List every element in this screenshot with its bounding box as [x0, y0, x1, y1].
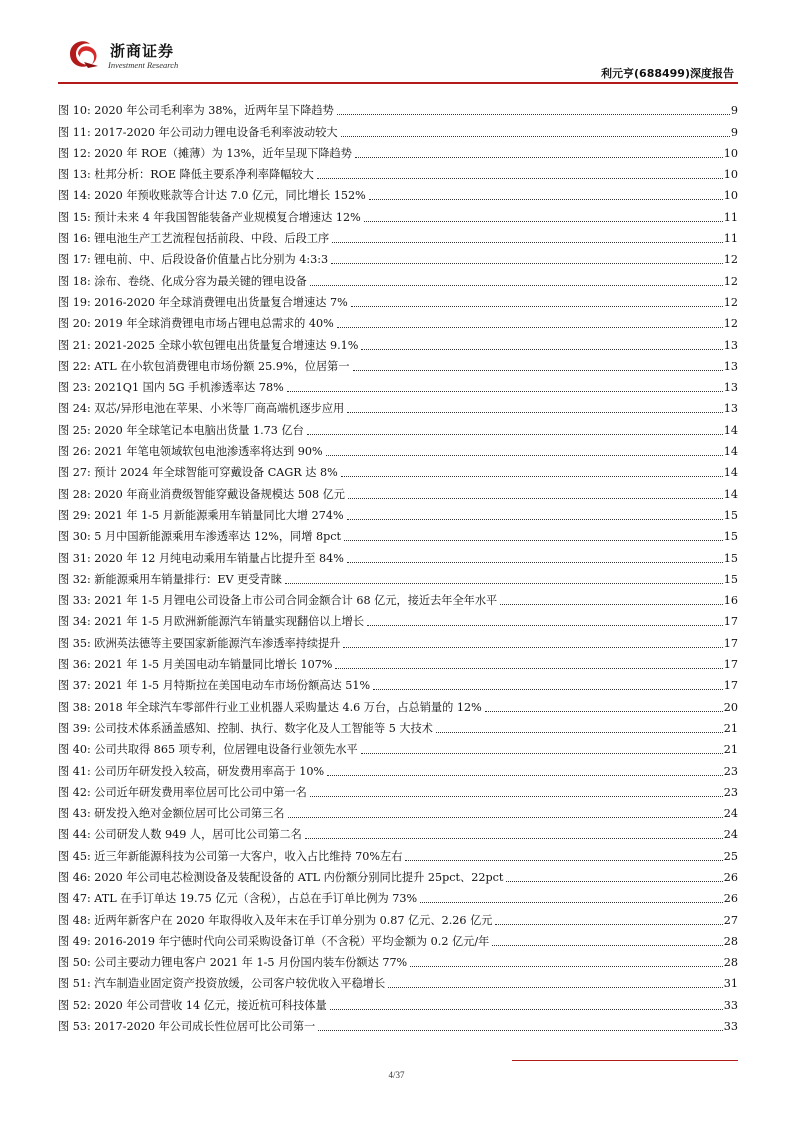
toc-dot-leader [307, 434, 723, 435]
toc-dot-leader [347, 519, 723, 520]
toc-entry[interactable] [58, 523, 738, 544]
toc-dot-leader [405, 860, 722, 861]
toc-dot-leader [341, 136, 730, 137]
toc-dot-leader [500, 604, 723, 605]
toc-entry[interactable] [58, 267, 738, 288]
toc-entry[interactable] [58, 459, 738, 480]
toc-entry-page-number[interactable]: 28 [723, 934, 738, 948]
toc-entry-page-number[interactable]: 9 [730, 125, 738, 139]
toc-dot-leader [337, 114, 730, 115]
toc-entry-label[interactable]: 图 30: 5 月中国新能源乘用车渗透率达 12%，同增 8pct [58, 530, 341, 544]
toc-entry[interactable] [58, 970, 738, 991]
toc-dot-leader [506, 881, 722, 882]
toc-entry[interactable] [58, 608, 738, 629]
toc-dot-leader [348, 498, 723, 499]
toc-entry[interactable] [58, 779, 738, 800]
toc-entry-page-number[interactable]: 17 [723, 658, 738, 672]
toc-entry-page-number[interactable]: 15 [723, 508, 738, 522]
toc-entry-page-number[interactable]: 12 [723, 317, 738, 331]
toc-dot-leader [364, 221, 723, 222]
toc-entry-page-number[interactable]: 13 [723, 338, 738, 352]
toc-entry-label[interactable]: 图 32: 新能源乘用车销量排行：EV 更受青睐 [58, 572, 282, 586]
toc-dot-leader [361, 349, 722, 350]
toc-entry-page-number[interactable]: 21 [723, 743, 738, 757]
toc-entry-page-number[interactable]: 13 [723, 402, 738, 416]
header-divider [58, 82, 738, 84]
toc-entry[interactable] [58, 395, 738, 416]
toc-entry-label[interactable]: 图 27: 预计 2024 年全球智能可穿戴设备 CAGR 达 8% [58, 466, 338, 480]
toc-entry-page-number[interactable]: 28 [723, 956, 738, 970]
toc-entry-page-number[interactable]: 15 [723, 530, 738, 544]
toc-entry[interactable] [58, 97, 738, 118]
toc-entry[interactable] [58, 651, 738, 672]
toc-entry-label[interactable]: 图 46: 2020 年公司电芯检测设备及装配设备的 ATL 内份额分别同比提升 25pct、22pct [58, 870, 504, 884]
toc-dot-leader [351, 306, 723, 307]
toc-entry-page-number[interactable]: 10 [723, 168, 738, 182]
toc-entry-page-number[interactable]: 24 [723, 828, 738, 842]
toc-entry-label[interactable]: 图 25: 2020 年全球笔记本电脑出货量 1.73 亿台 [58, 423, 304, 437]
toc-entry-label[interactable]: 图 34: 2021 年 1-5 月欧洲新能源汽车销量实现翻倍以上增长 [58, 615, 365, 629]
toc-entry-label[interactable]: 图 13: 杜邦分析：ROE 降低主要系净利率降幅较大 [58, 168, 314, 182]
toc-dot-leader [367, 625, 723, 626]
toc-entry-page-number[interactable]: 11 [723, 232, 738, 246]
toc-entry[interactable] [58, 140, 738, 161]
toc-entry-page-number[interactable]: 27 [723, 913, 738, 927]
toc-entry[interactable] [58, 885, 738, 906]
toc-dot-leader [343, 647, 722, 648]
toc-dot-leader [388, 987, 723, 988]
toc-entry-label[interactable]: 图 50: 公司主要动力锂电客户 2021 年 1-5 月份国内装车份额达 77% [58, 956, 408, 970]
toc-entry-page-number[interactable]: 12 [723, 274, 738, 288]
toc-entry-label[interactable]: 图 19: 2016-2020 年全球消费锂电出货量复合增速达 7% [58, 295, 348, 309]
toc-entry[interactable] [58, 502, 738, 523]
toc-entry-page-number[interactable]: 26 [723, 892, 738, 906]
toc-entry-page-number[interactable]: 9 [730, 104, 738, 118]
toc-entry-label[interactable]: 图 53: 2017-2020 年公司成长性位居可比公司第一 [58, 1020, 316, 1034]
toc-dot-leader [332, 242, 723, 243]
toc-entry-label[interactable]: 图 37: 2021 年 1-5 月特斯拉在美国电动车市场份额高达 51% [58, 679, 371, 693]
toc-entry[interactable] [58, 480, 738, 501]
toc-entry[interactable] [58, 182, 738, 203]
toc-entry-page-number[interactable]: 17 [723, 679, 738, 693]
toc-dot-leader [305, 838, 723, 839]
toc-dot-leader [369, 199, 723, 200]
toc-dot-leader [326, 455, 723, 456]
logo-english-name: Investment Research [108, 60, 179, 70]
toc-dot-leader [287, 391, 723, 392]
toc-dot-leader [485, 711, 723, 712]
toc-entry-page-number[interactable]: 21 [723, 721, 738, 735]
toc-entry-page-number[interactable]: 23 [723, 764, 738, 778]
toc-entry[interactable] [58, 289, 738, 310]
toc-dot-leader [492, 945, 722, 946]
toc-entry-page-number[interactable]: 33 [723, 998, 738, 1012]
toc-entry-label[interactable]: 图 33: 2021 年 1-5 月锂电公司设备上市公司合同金额合计 68 亿元，接近去年全年水平 [58, 594, 498, 608]
toc-entry[interactable] [58, 246, 738, 267]
toc-entry[interactable] [58, 693, 738, 714]
toc-entry-label[interactable]: 图 14: 2020 年预收账款等合计达 7.0 亿元，同比增长 152% [58, 189, 366, 203]
toc-entry-label[interactable]: 图 10: 2020 年公司毛利率为 38%，近两年呈下降趋势 [58, 104, 334, 118]
toc-entry-label[interactable]: 图 42: 公司近年研发费用率位居可比公司中第一名 [58, 785, 307, 799]
toc-entry-label[interactable]: 图 16: 锂电池生产工艺流程包括前段、中段、后段工序 [58, 232, 330, 246]
toc-dot-leader [355, 157, 723, 158]
toc-entry[interactable] [58, 1013, 738, 1034]
toc-entry-label[interactable]: 图 48: 近两年新客户在 2020 年取得收入及年末在手订单分别为 0.87 亿元、2.26 亿元 [58, 913, 493, 927]
toc-dot-leader [436, 732, 723, 733]
toc-entry-page-number[interactable]: 17 [723, 636, 738, 650]
toc-entry[interactable] [58, 544, 738, 565]
toc-entry-label[interactable]: 图 35: 欧洲英法德等主要国家新能源汽车渗透率持续提升 [58, 636, 341, 650]
toc-dot-leader [310, 796, 723, 797]
toc-entry[interactable] [58, 331, 738, 352]
toc-entry[interactable] [58, 203, 738, 224]
toc-entry-label[interactable]: 图 15: 预计未来 4 年我国智能装备产业规模复合增速达 12% [58, 210, 361, 224]
report-title: 利元亨(688499)深度报告 [601, 67, 734, 80]
toc-entry[interactable] [58, 310, 738, 331]
toc-dot-leader [353, 370, 723, 371]
toc-entry-label[interactable]: 图 26: 2021 年笔电领域软包电池渗透率将达到 90% [58, 445, 323, 459]
toc-entry[interactable] [58, 928, 738, 949]
toc-entry-page-number[interactable]: 14 [723, 466, 738, 480]
logo-chinese-name: 浙商证券 [110, 42, 175, 60]
toc-dot-leader [344, 540, 723, 541]
toc-entry[interactable] [58, 587, 738, 608]
toc-entry-label[interactable]: 图 44: 公司研发人数 949 人，居可比公司第二名 [58, 828, 302, 842]
toc-entry[interactable] [58, 821, 738, 842]
toc-entry-label[interactable]: 图 52: 2020 年公司营收 14 亿元，接近杭可科技体量 [58, 998, 327, 1012]
toc-entry[interactable] [58, 566, 738, 587]
toc-entry-page-number[interactable]: 33 [723, 1020, 738, 1034]
toc-dot-leader [288, 817, 723, 818]
toc-entry-page-number[interactable]: 25 [723, 849, 738, 863]
page-header [58, 30, 736, 82]
toc-entry-page-number[interactable]: 14 [723, 487, 738, 501]
toc-entry-label[interactable]: 图 12: 2020 年 ROE（摊薄）为 13%，近年呈现下降趋势 [58, 146, 352, 160]
toc-entry-label[interactable]: 图 49: 2016-2019 年宁德时代向公司采购设备订单（不含税）平均金额为 0.2 亿元/年 [58, 934, 490, 948]
toc-entry-page-number[interactable]: 13 [723, 359, 738, 373]
toc-entry[interactable] [58, 715, 738, 736]
toc-dot-leader [420, 902, 723, 903]
toc-entry-page-number[interactable]: 17 [723, 615, 738, 629]
toc-entry[interactable] [58, 629, 738, 650]
toc-entry-label[interactable]: 图 11: 2017-2020 年公司动力锂电设备毛利率波动较大 [58, 125, 338, 139]
toc-entry-label[interactable]: 图 45: 近三年新能源科技为公司第一大客户，收入占比维持 70%左右 [58, 849, 403, 863]
toc-dot-leader [410, 966, 723, 967]
toc-entry[interactable] [58, 842, 738, 863]
toc-entry[interactable] [58, 906, 738, 927]
toc-entry[interactable] [58, 353, 738, 374]
toc-entry-label[interactable]: 图 40: 公司共取得 865 项专利，位居锂电设备行业领先水平 [58, 743, 358, 757]
toc-entry-label[interactable]: 图 18: 涂布、卷绕、化成分容为最关键的锂电设备 [58, 274, 307, 288]
toc-dot-leader [495, 924, 722, 925]
toc-entry-page-number[interactable]: 14 [723, 445, 738, 459]
toc-dot-leader [347, 412, 723, 413]
toc-entry-page-number[interactable]: 31 [723, 977, 738, 991]
toc-entry[interactable] [58, 118, 738, 139]
toc-entry-label[interactable]: 图 36: 2021 年 1-5 月美国电动车销量同比增长 107% [58, 658, 333, 672]
toc-entry[interactable] [58, 949, 738, 970]
toc-entry-page-number[interactable]: 15 [723, 551, 738, 565]
toc-entry-label[interactable]: 图 24: 双芯/异形电池在苹果、小米等厂商高端机逐步应用 [58, 402, 345, 416]
toc-dot-leader [330, 1009, 723, 1010]
toc-dot-leader [285, 583, 723, 584]
figure-table-of-contents [58, 97, 738, 1034]
toc-entry-page-number[interactable]: 13 [723, 381, 738, 395]
toc-entry-label[interactable]: 图 22: ATL 在小软包消费锂电市场份额 25.9%，位居第一 [58, 359, 350, 373]
toc-entry-label[interactable]: 图 39: 公司技术体系涵盖感知、控制、执行、数字化及人工智能等 5 大技术 [58, 721, 433, 735]
toc-entry[interactable] [58, 225, 738, 246]
toc-dot-leader [335, 668, 722, 669]
toc-entry-label[interactable]: 图 29: 2021 年 1-5 月新能源乘用车销量同比大增 274% [58, 508, 344, 522]
toc-entry-page-number[interactable]: 14 [723, 423, 738, 437]
toc-dot-leader [361, 753, 723, 754]
toc-entry-label[interactable]: 图 43: 研发投入绝对金额位居可比公司第三名 [58, 807, 285, 821]
footer-divider [512, 1060, 738, 1061]
toc-entry-page-number[interactable]: 11 [723, 210, 738, 224]
toc-entry-label[interactable]: 图 51: 汽车制造业固定资产投资放缓，公司客户较优收入平稳增长 [58, 977, 386, 991]
toc-entry[interactable] [58, 800, 738, 821]
toc-dot-leader [337, 327, 723, 328]
toc-dot-leader [341, 476, 723, 477]
toc-entry-label[interactable]: 图 28: 2020 年商业消费级智能穿戴设备规模达 508 亿元 [58, 487, 345, 501]
toc-dot-leader [331, 263, 723, 264]
toc-dot-leader [317, 178, 723, 179]
toc-entry-page-number[interactable]: 12 [723, 295, 738, 309]
toc-entry-page-number[interactable]: 26 [723, 870, 738, 884]
page-number: 4/37 [388, 1070, 405, 1080]
zheshang-securities-logo-icon [64, 36, 104, 72]
toc-entry-page-number[interactable]: 10 [723, 189, 738, 203]
toc-entry-page-number[interactable]: 12 [723, 253, 738, 267]
toc-entry[interactable] [58, 757, 738, 778]
toc-entry-label[interactable]: 图 47: ATL 在手订单达 19.75 亿元（含税），占总在手订单比例为 73% [58, 892, 418, 906]
toc-entry-label[interactable]: 图 38: 2018 年全球汽车零部件行业工业机器人采购量达 4.6 万台，占总销量的 12% [58, 700, 482, 714]
toc-dot-leader [373, 689, 723, 690]
toc-entry[interactable] [58, 374, 738, 395]
toc-entry-page-number[interactable]: 23 [723, 785, 738, 799]
toc-entry[interactable] [58, 864, 738, 885]
toc-entry-label[interactable]: 图 21: 2021-2025 全球小软包锂电出货量复合增速达 9.1% [58, 338, 359, 352]
toc-entry-label[interactable]: 图 41: 公司历年研发投入较高，研发费用率高于 10% [58, 764, 325, 778]
toc-entry[interactable] [58, 991, 738, 1012]
toc-entry-page-number[interactable]: 24 [723, 807, 738, 821]
toc-dot-leader [327, 775, 723, 776]
toc-entry-page-number[interactable]: 20 [723, 700, 738, 714]
toc-entry-label[interactable]: 图 17: 锂电前、中、后段设备价值量占比分别为 4:3:3 [58, 253, 329, 267]
toc-entry-label[interactable]: 图 31: 2020 年 12 月纯电动乘用车销量占比提升至 84% [58, 551, 344, 565]
toc-dot-leader [310, 285, 723, 286]
toc-entry-label[interactable]: 图 20: 2019 年全球消费锂电市场占锂电总需求的 40% [58, 317, 334, 331]
toc-dot-leader [318, 1030, 723, 1031]
toc-entry-page-number[interactable]: 15 [723, 572, 738, 586]
toc-entry-page-number[interactable]: 16 [723, 594, 738, 608]
toc-dot-leader [347, 562, 723, 563]
toc-entry[interactable] [58, 672, 738, 693]
toc-entry[interactable] [58, 736, 738, 757]
toc-entry[interactable] [58, 161, 738, 182]
toc-entry-page-number[interactable]: 10 [723, 146, 738, 160]
toc-entry[interactable] [58, 416, 738, 437]
toc-entry-label[interactable]: 图 23: 2021Q1 国内 5G 手机渗透率达 78% [58, 381, 284, 395]
toc-entry[interactable] [58, 438, 738, 459]
